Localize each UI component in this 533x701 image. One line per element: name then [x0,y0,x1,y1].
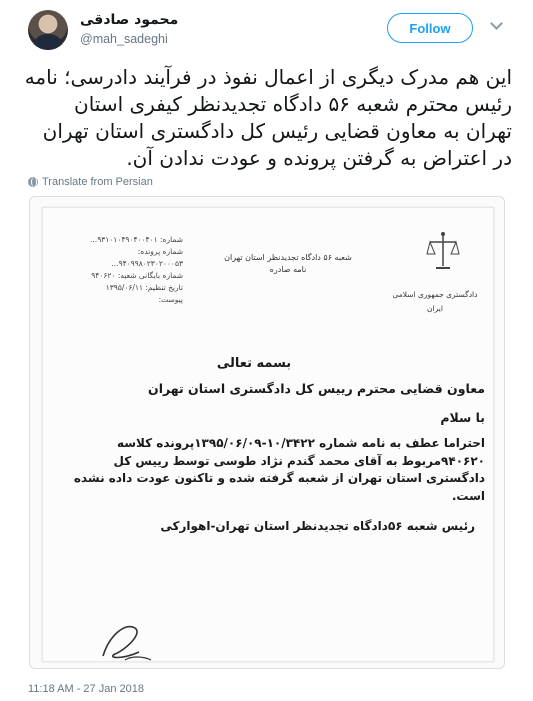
letter-signature-line: رئیس شعبه ۵۶دادگاه تجدیدنظر استان تهران-اهوارکی [160,519,475,533]
letter-greeting: با سلام [440,410,485,425]
tweet-text: این هم مدرک دیگری از اعمال نفوذ در فرآیند دادرسی؛ نامه رئیس محترم شعبه ۵۶ دادگاه تجدیدنظر کیفری استان تهران به معاون قضایی رئیس کل دادگستری استان تهران در اعتراض به گرفتن پرونده و عودت ندادن آن. [24,65,512,170]
handwritten-signature [95,616,155,666]
translate-label: Translate from Persian [42,176,153,188]
letter-emblem-line: ایران [427,304,443,313]
letter-issuer-line: شعبه ۵۶ دادگاه تجدیدنظر استان تهران [224,253,352,262]
letter-emblem-line: دادگستری جمهوری اسلامی [392,290,478,299]
tweet-header [0,0,533,56]
chevron-down-icon[interactable] [489,18,503,32]
globe-icon [28,177,38,187]
letter-issuer-line: نامه صادره [269,265,307,274]
letter-issuer [223,252,353,276]
translate-link[interactable] [28,176,153,188]
letter-reference-block [73,234,183,306]
scales-of-justice-icon [426,230,460,274]
letter-paragraph: احتراما عطف به نامه شماره ۱۰/۳۴۲۲-۱۳۹۵/۰۶/۰۹پرونده کلاسه ۹۴۰۶۲۰مربوط به آقای محمد گندم نژاد طوسی توسط رییس کل دادگستری استان تهران از شعبه گرفته شده و تاکنون عودت داده نشده است. [73,436,485,503]
letter-emblem-caption [385,288,485,316]
letter-ref-line: شماره پرونده: ۹۴۰۹۹۸۰۲۳۰۲۰۰۰۵۳... [111,247,183,268]
avatar[interactable] [28,10,68,50]
letter-ref-line: شماره بایگانی شعبه: ۹۴۰۶۲۰ [91,271,183,280]
letter-bismillah: بسمه تعالی [216,356,292,371]
author-name[interactable]: محمود صادقی [80,12,179,28]
letter-ref-line: تاریخ تنظیم: ۱۳۹۵/۰۶/۱۱ [105,283,183,292]
tweet-timestamp[interactable]: 11:18 AM - 27 Jan 2018 [28,683,144,695]
scanned-letter [42,207,494,662]
letter-recipient: معاون قضایی محترم رییس کل دادگستری استان تهران [148,381,485,396]
attached-photo[interactable] [29,196,505,669]
letter-ref-line: شماره: ۹۳۱۰۱۰۴۹۰۴۰۰۴۰۱... [90,235,183,244]
author-handle[interactable]: @mah_sadeghi [80,32,168,46]
letter-ref-line: پیوست: [158,295,183,304]
letter-body [63,356,485,533]
follow-button[interactable]: Follow [387,13,473,43]
